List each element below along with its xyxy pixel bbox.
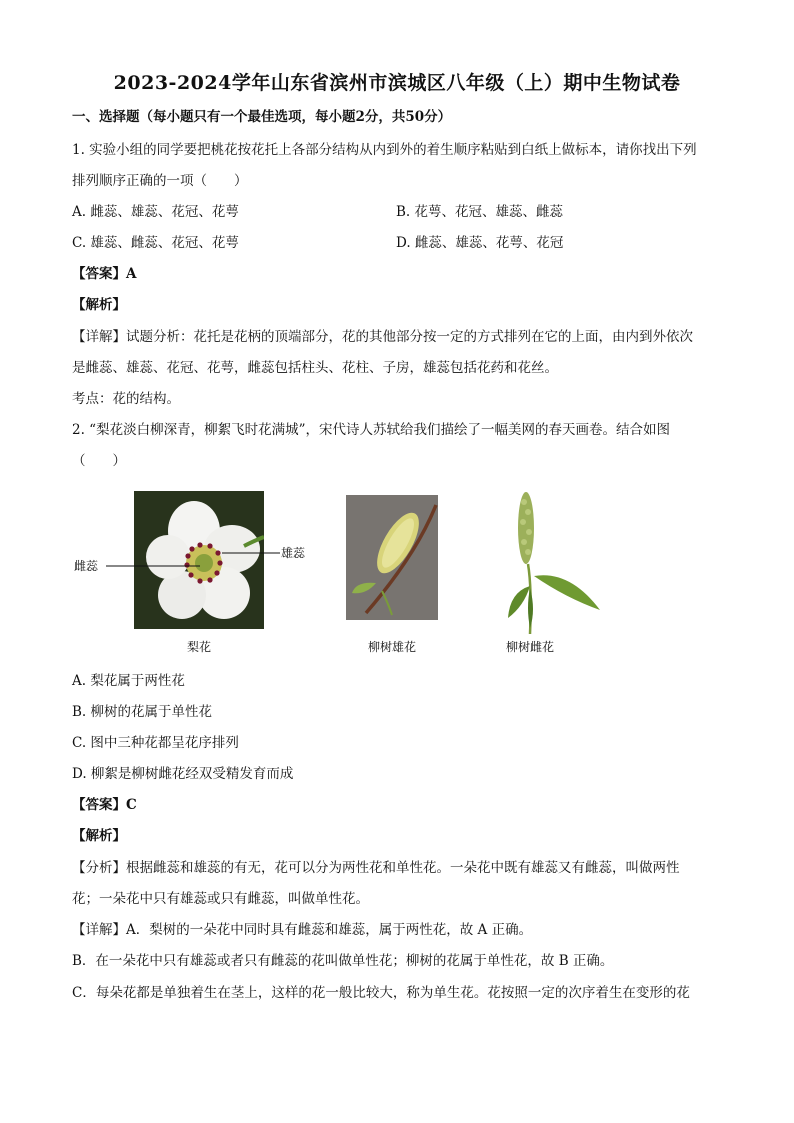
- q1-kaodian: 考点：花的结构。: [72, 391, 180, 407]
- q1-option-d: D. 雌蕊、雄蕊、花萼、花冠: [396, 235, 564, 251]
- q2-stem-line2: （ ）: [72, 453, 126, 469]
- label-stamen: 雄蕊: [281, 546, 306, 560]
- q1-stem-line2: 排列顺序正确的一项（ ）: [72, 173, 248, 189]
- willow-female-flower-image: [500, 488, 604, 636]
- q1-option-b: B. 花萼、花冠、雄蕊、雌蕊: [396, 204, 564, 220]
- q2-stem-line1: 2. “梨花淡白柳深青，柳絮飞时花满城”，宋代诗人苏轼给我们描绘了一幅美网的春天画卷。结合如图: [72, 422, 670, 438]
- q1-stem-line1: 1. 实验小组的同学要把桃花按花托上各部分结构从内到外的着生顺序粘贴到白纸上做标本，请你找出下列: [72, 142, 697, 158]
- q2-detail-b: B．在一朵花中只有雄蕊或者只有雌蕊的花叫做单性花；柳树的花属于单性花，故 B 正确。: [72, 953, 614, 969]
- q1-detail-line1: 【详解】试题分析：花托是花柄的顶端部分，花的其他部分按一定的方式排列在它的上面，由内到外依次: [72, 329, 693, 345]
- caption-willow-male: 柳树雄花: [367, 640, 416, 654]
- q1-option-c: C. 雄蕊、雌蕊、花冠、花萼: [72, 235, 239, 251]
- page-title: 2023-2024学年山东省滨州市滨城区八年级（上）期中生物试卷: [113, 72, 681, 94]
- q2-option-b: B. 柳树的花属于单性花: [72, 704, 213, 720]
- q2-answer: 【答案】C: [72, 797, 137, 813]
- q2-detail-c: C．每朵花都是单独着生在茎上，这样的花一般比较大，称为单生花。花按照一定的次序着生在变形的花: [72, 985, 690, 1001]
- q1-analysis-label: 【解析】: [72, 297, 126, 313]
- q1-answer: 【答案】A: [72, 266, 137, 282]
- q2-fenxi-line1: 【分析】根据雌蕊和雄蕊的有无，花可以分为两性花和单性花。一朵花中既有雄蕊又有雌蕊，叫做两性: [72, 860, 680, 876]
- q1-option-a: A. 雌蕊、雄蕊、花冠、花萼: [72, 204, 239, 220]
- q2-option-c: C. 图中三种花都呈花序排列: [72, 735, 239, 751]
- q2-option-d: D. 柳絮是柳树雌花经双受精发育而成: [72, 766, 294, 782]
- label-pistil: 雌蕊: [74, 559, 99, 573]
- q2-detail-a: 【详解】A．梨树的一朵花中同时具有雌蕊和雄蕊，属于两性花，故 A 正确。: [72, 922, 533, 938]
- q2-analysis-label: 【解析】: [72, 828, 126, 844]
- q2-option-a: A. 梨花属于两性花: [72, 673, 185, 689]
- section-heading: 一、选择题（每小题只有一个最佳选项，每小题2分，共50分）: [72, 109, 452, 125]
- q1-detail-line2: 是雌蕊、雄蕊、花冠、花萼，雌蕊包括柱头、花柱、子房，雄蕊包括花药和花丝。: [72, 360, 558, 376]
- caption-willow-female: 柳树雌花: [505, 640, 554, 654]
- q2-fenxi-line2: 花；一朵花中只有雄蕊或只有雌蕊，叫做单性花。: [72, 891, 369, 907]
- willow-male-flower-image: [346, 495, 438, 620]
- caption-pear: 梨花: [186, 640, 211, 654]
- label-pointer-lines: [104, 545, 284, 575]
